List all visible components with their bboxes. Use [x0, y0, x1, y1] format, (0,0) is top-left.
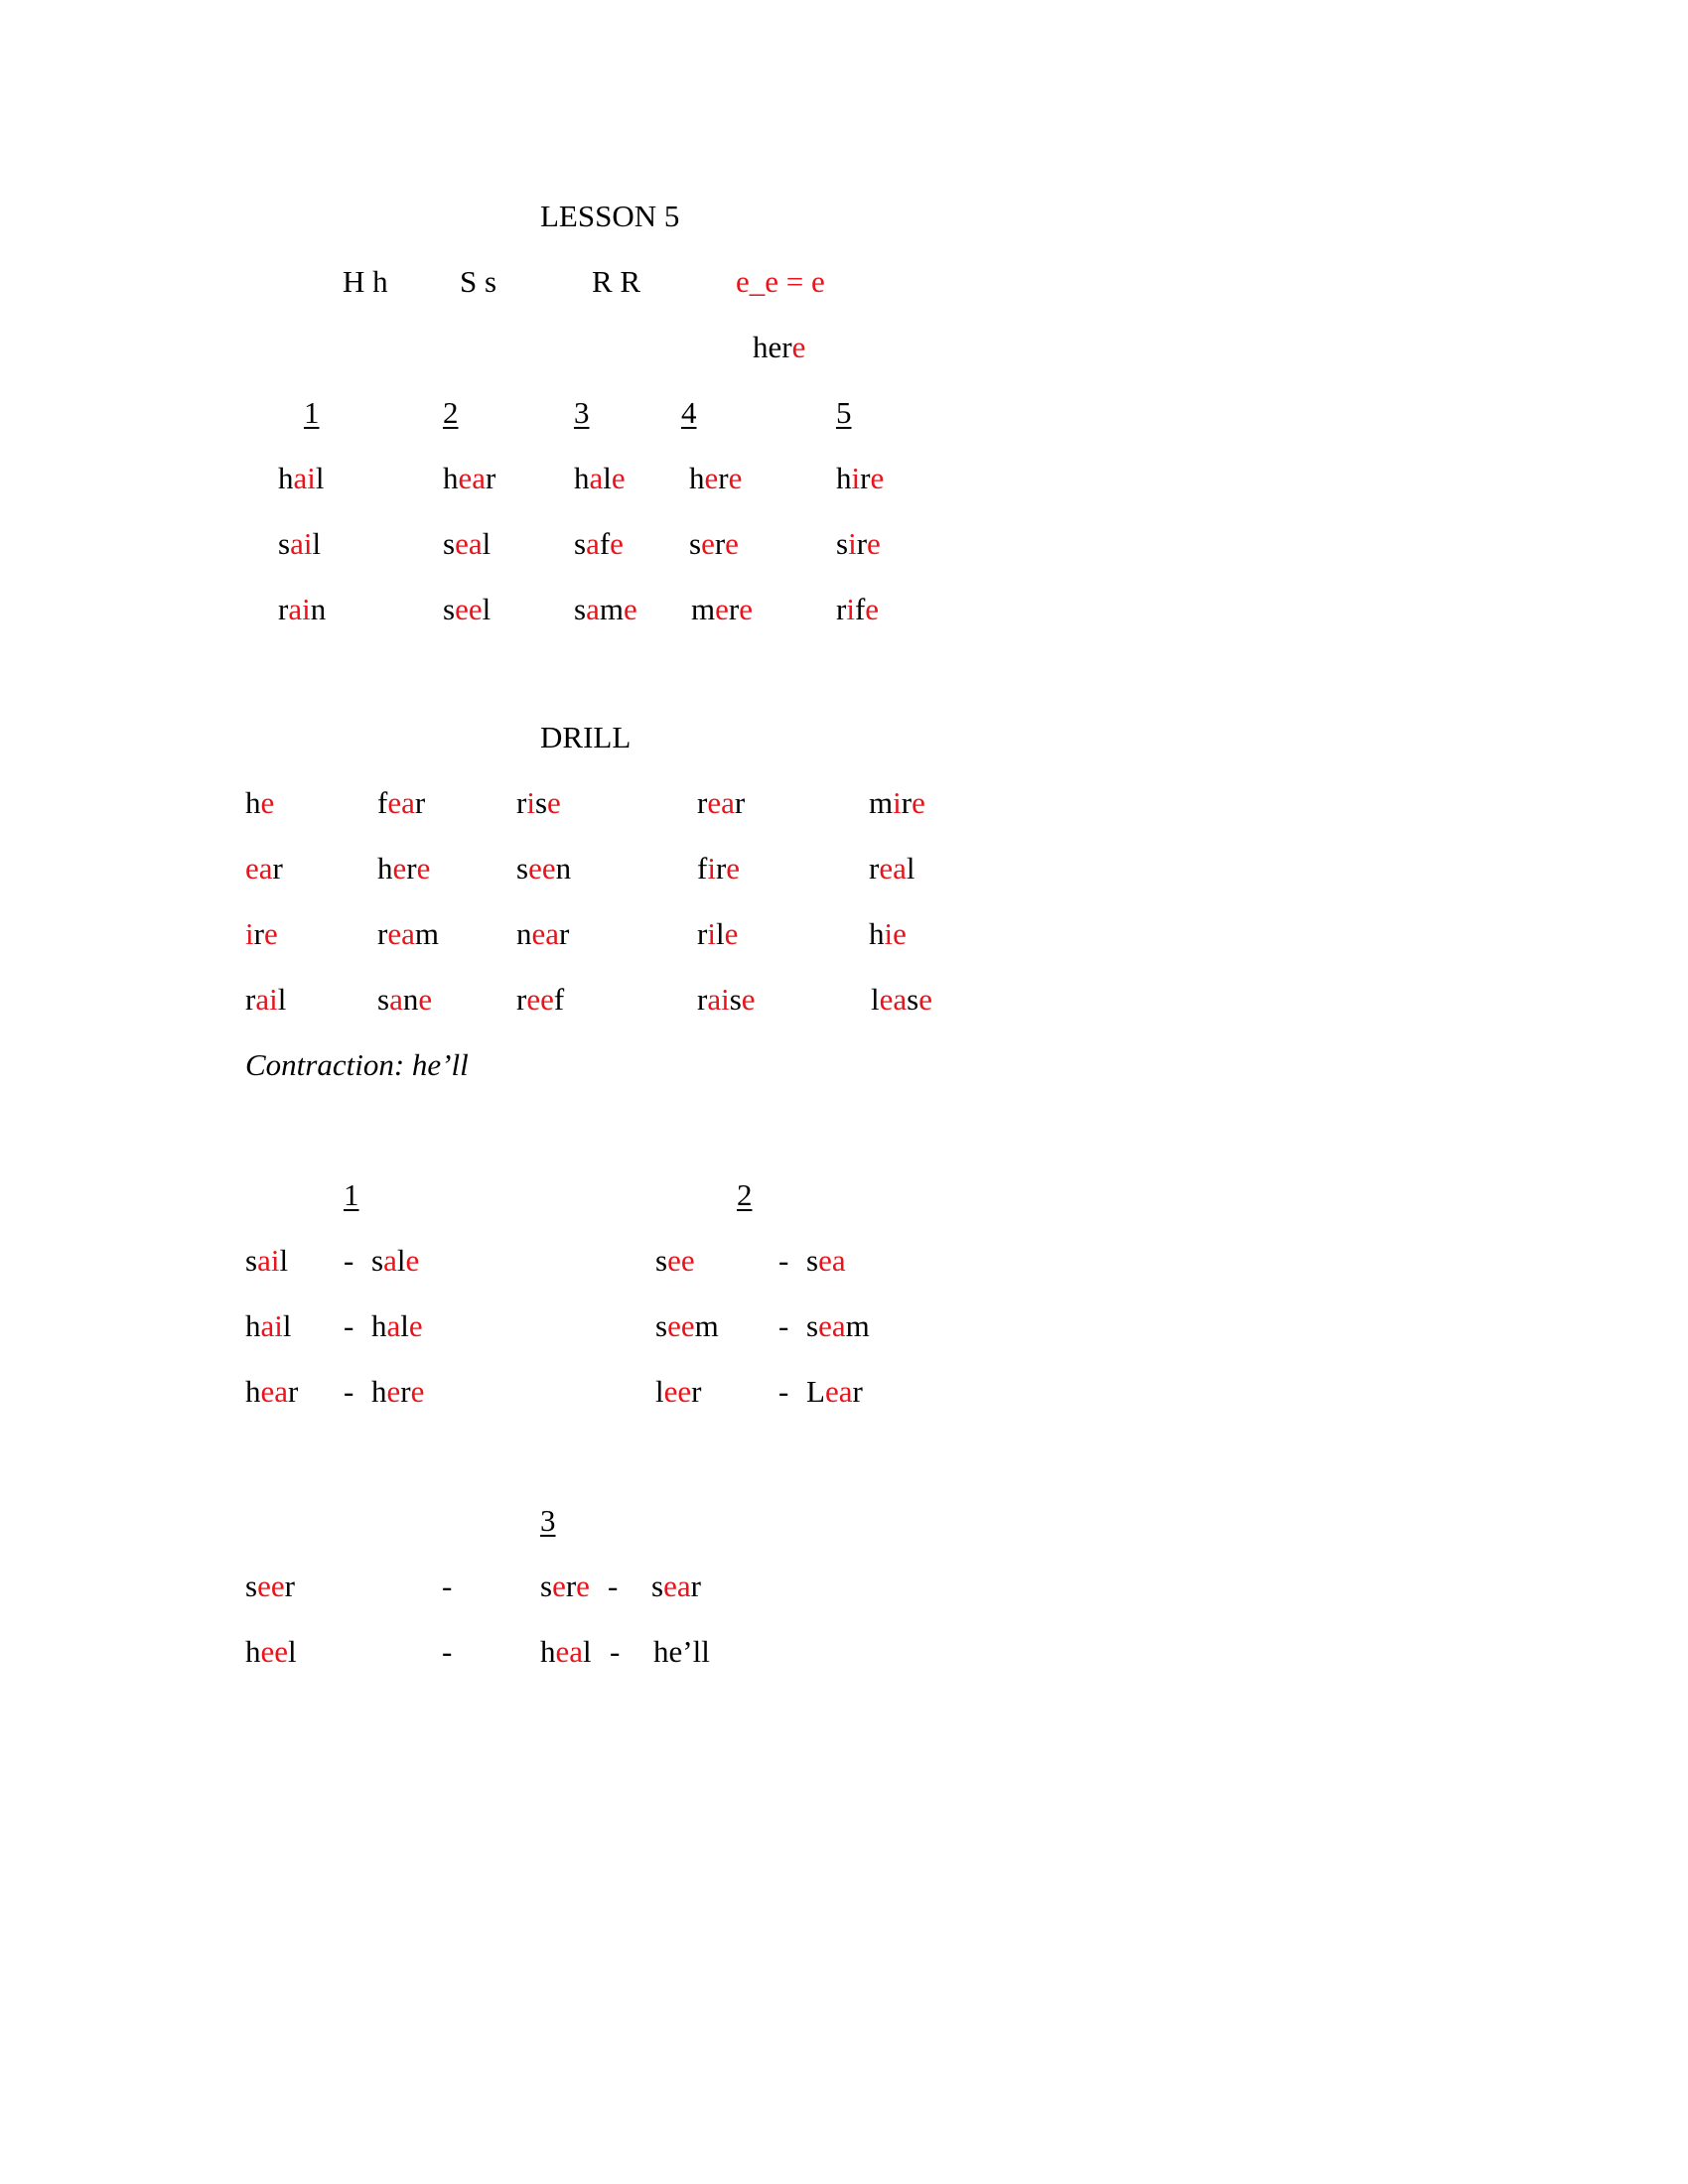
triple-word: sear — [651, 1569, 701, 1603]
triple-dash: - — [442, 1569, 453, 1603]
pair-word: Lear — [806, 1374, 863, 1409]
drill-word: fear — [377, 785, 426, 820]
word-cell: seal — [443, 526, 492, 561]
word-cell: hail — [278, 461, 325, 495]
pair-word: hear — [245, 1374, 299, 1409]
pair-word: leer — [655, 1374, 702, 1409]
drill-word: ream — [377, 916, 439, 951]
drill-word: seen — [516, 851, 572, 886]
triple-dash: - — [608, 1569, 619, 1603]
letter-pair-s: S s — [460, 264, 497, 299]
letter-pair-r: R R — [592, 264, 641, 299]
pair-dash: - — [344, 1243, 354, 1278]
triple-word: heel — [245, 1634, 297, 1669]
triple-word: he’ll — [653, 1634, 710, 1669]
triples-header-3: 3 — [540, 1503, 556, 1538]
letter-pair-h: H h — [343, 264, 388, 299]
word-cell: here — [689, 461, 743, 495]
contraction-note: Contraction: he’ll — [245, 1047, 469, 1082]
word-cell: hale — [574, 461, 626, 495]
drill-word: hie — [869, 916, 907, 951]
drill-word: ire — [245, 916, 278, 951]
pair-word: sail — [245, 1243, 289, 1278]
word-cell: hire — [836, 461, 885, 495]
drill-word: sane — [377, 982, 433, 1017]
drill-word: raise — [697, 982, 756, 1017]
word-cell: sire — [836, 526, 881, 561]
pair-word: here — [371, 1374, 425, 1409]
drill-word: near — [516, 916, 570, 951]
drill-word: mire — [869, 785, 925, 820]
vowel-rule: e_e = e — [736, 264, 825, 299]
pair-dash: - — [778, 1308, 789, 1343]
triple-dash: - — [442, 1634, 453, 1669]
pair-dash: - — [344, 1308, 354, 1343]
drill-word: rail — [245, 982, 287, 1017]
drill-title: DRILL — [540, 720, 632, 754]
pair-dash: - — [778, 1374, 789, 1409]
column-header-3: 3 — [574, 395, 590, 430]
drill-word: fire — [697, 851, 741, 886]
word-cell: hear — [443, 461, 496, 495]
word-cell: safe — [574, 526, 624, 561]
word-cell: same — [574, 592, 637, 626]
triple-word: seer — [245, 1569, 295, 1603]
pairs-header-2: 2 — [737, 1177, 753, 1212]
drill-word: rear — [697, 785, 746, 820]
drill-word: rise — [516, 785, 561, 820]
pair-word: seam — [806, 1308, 870, 1343]
triple-word: sere — [540, 1569, 590, 1603]
column-header-2: 2 — [443, 395, 459, 430]
pair-word: hale — [371, 1308, 423, 1343]
lesson-title: LESSON 5 — [540, 199, 680, 233]
pair-dash: - — [778, 1243, 789, 1278]
column-header-5: 5 — [836, 395, 852, 430]
drill-word: ear — [245, 851, 283, 886]
word-cell: rain — [278, 592, 327, 626]
triple-dash: - — [610, 1634, 621, 1669]
drill-word: real — [869, 851, 915, 886]
drill-word: lease — [871, 982, 932, 1017]
word-cell: mere — [691, 592, 753, 626]
drill-word: reef — [516, 982, 565, 1017]
pairs-header-1: 1 — [344, 1177, 359, 1212]
pair-word: sea — [806, 1243, 846, 1278]
drill-word: rile — [697, 916, 739, 951]
triple-word: heal — [540, 1634, 592, 1669]
column-header-1: 1 — [304, 395, 320, 430]
pair-word: seem — [655, 1308, 719, 1343]
pair-word: sale — [371, 1243, 420, 1278]
drill-word: here — [377, 851, 431, 886]
pair-word: hail — [245, 1308, 292, 1343]
key-word: here — [753, 330, 806, 364]
word-cell: sail — [278, 526, 322, 561]
pair-dash: - — [344, 1374, 354, 1409]
word-cell: seel — [443, 592, 492, 626]
pair-word: see — [655, 1243, 695, 1278]
drill-word: he — [245, 785, 275, 820]
word-cell: rife — [836, 592, 880, 626]
column-header-4: 4 — [681, 395, 697, 430]
word-cell: sere — [689, 526, 739, 561]
